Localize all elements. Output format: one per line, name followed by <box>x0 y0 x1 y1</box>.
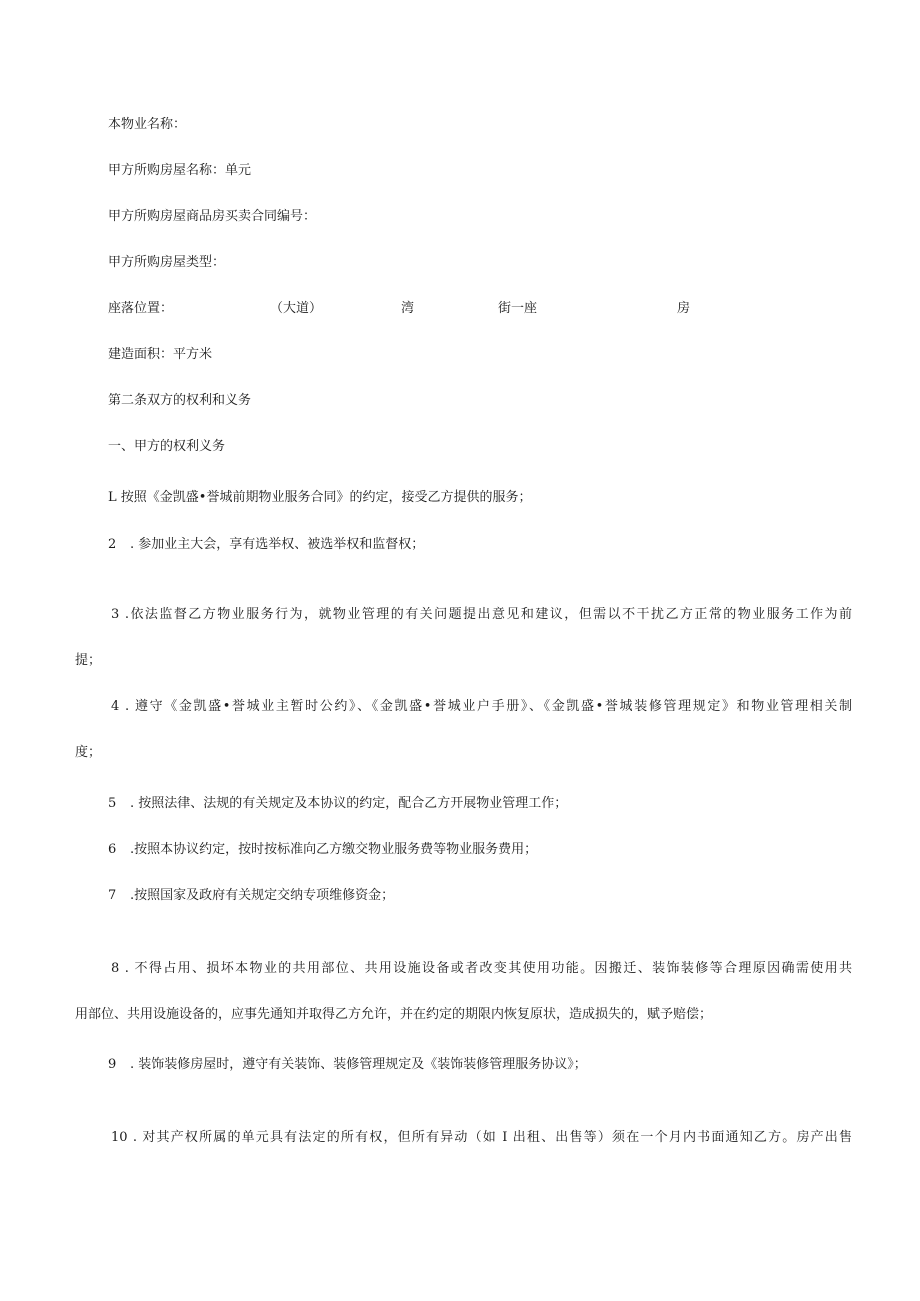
item-text: . 对其产权所属的单元具有法定的所有权，但所有异动（如 I 出租、出售等）须在一个月内书面通知乙方。房产出售 <box>132 1130 852 1145</box>
location-avenue: （大道） <box>270 301 323 316</box>
item-text-continued: 度； <box>75 745 102 760</box>
list-item <box>108 536 424 554</box>
list-item <box>108 489 531 507</box>
contract-number-field: 甲方所购房屋商品房买卖合同编号： <box>108 209 317 224</box>
item-text-continued: 提； <box>75 653 102 668</box>
property-name-field: 本物业名称： <box>108 117 187 132</box>
list-item <box>75 698 852 716</box>
section-heading: 一、甲方的权利义务 <box>108 439 226 454</box>
item-text-continued: 用部位、共用设施设备的，应事先通知并取得乙方允许，并在约定的期限内恢复原状，造成损失的，赋予赔偿； <box>75 1007 713 1022</box>
item-text: .按照本协议约定，按时按标准向乙方缴交物业服务费等物业服务费用； <box>130 842 538 857</box>
item-text: . 参加业主大会，享有选举权、被选举权和监督权； <box>130 537 425 552</box>
item-number: 3 <box>111 607 120 622</box>
house-name-field: 甲方所购房屋名称：单元 <box>108 163 252 178</box>
list-item <box>108 887 394 905</box>
item-number: 4 <box>111 699 120 714</box>
list-item <box>75 606 852 624</box>
item-text: . 装饰装修房屋时，遵守有关装饰、装修管理规定及《装饰装修管理服务协议》； <box>130 1057 587 1072</box>
house-type-field: 甲方所购房屋类型： <box>108 255 226 270</box>
item-number: L <box>108 490 117 505</box>
list-item <box>75 960 852 978</box>
item-text: .按照国家及政府有关规定交纳专项维修资金； <box>130 888 395 903</box>
list-item <box>108 795 567 813</box>
list-item <box>75 1129 852 1147</box>
item-number: 5 <box>108 796 117 811</box>
item-number: 7 <box>108 888 117 903</box>
location-bay: 湾 <box>401 301 415 316</box>
list-item <box>108 841 537 859</box>
item-number: 9 <box>108 1057 117 1072</box>
item-number: 2 <box>108 537 117 552</box>
item-number: 10 <box>111 1130 128 1145</box>
location-street-block: 街一座 <box>498 301 538 316</box>
item-number: 8 <box>111 961 120 976</box>
item-text: 按照《金凯盛•誉城前期物业服务合同》的约定，接受乙方提供的服务； <box>120 490 532 505</box>
list-item <box>108 1056 587 1074</box>
article-heading: 第二条双方的权利和义务 <box>108 393 252 408</box>
item-text: . 遵守《金凯盛•誉城业主暂时公约》、《金凯盛•誉城业户手册》、《金凯盛•誉城装修管理规定》和物业管理相关制 <box>125 699 852 714</box>
item-text: . 按照法律、法规的有关规定及本协议的约定，配合乙方开展物业管理工作； <box>130 796 568 811</box>
location-field <box>0 300 920 318</box>
item-number: 6 <box>108 842 117 857</box>
location-label: 座落位置： <box>108 301 174 316</box>
building-area-field: 建造面积：平方米 <box>108 347 213 362</box>
item-text: .依法监督乙方物业服务行为，就物业管理的有关问题提出意见和建议，但需以不干扰乙方正常的物业服务工作为前 <box>124 607 852 622</box>
item-text: . 不得占用、损坏本物业的共用部位、共用设施设备或者改变其使用功能。因搬迁、装饰装修等合理原因确需使用共 <box>124 961 852 976</box>
location-room: 房 <box>677 301 691 316</box>
